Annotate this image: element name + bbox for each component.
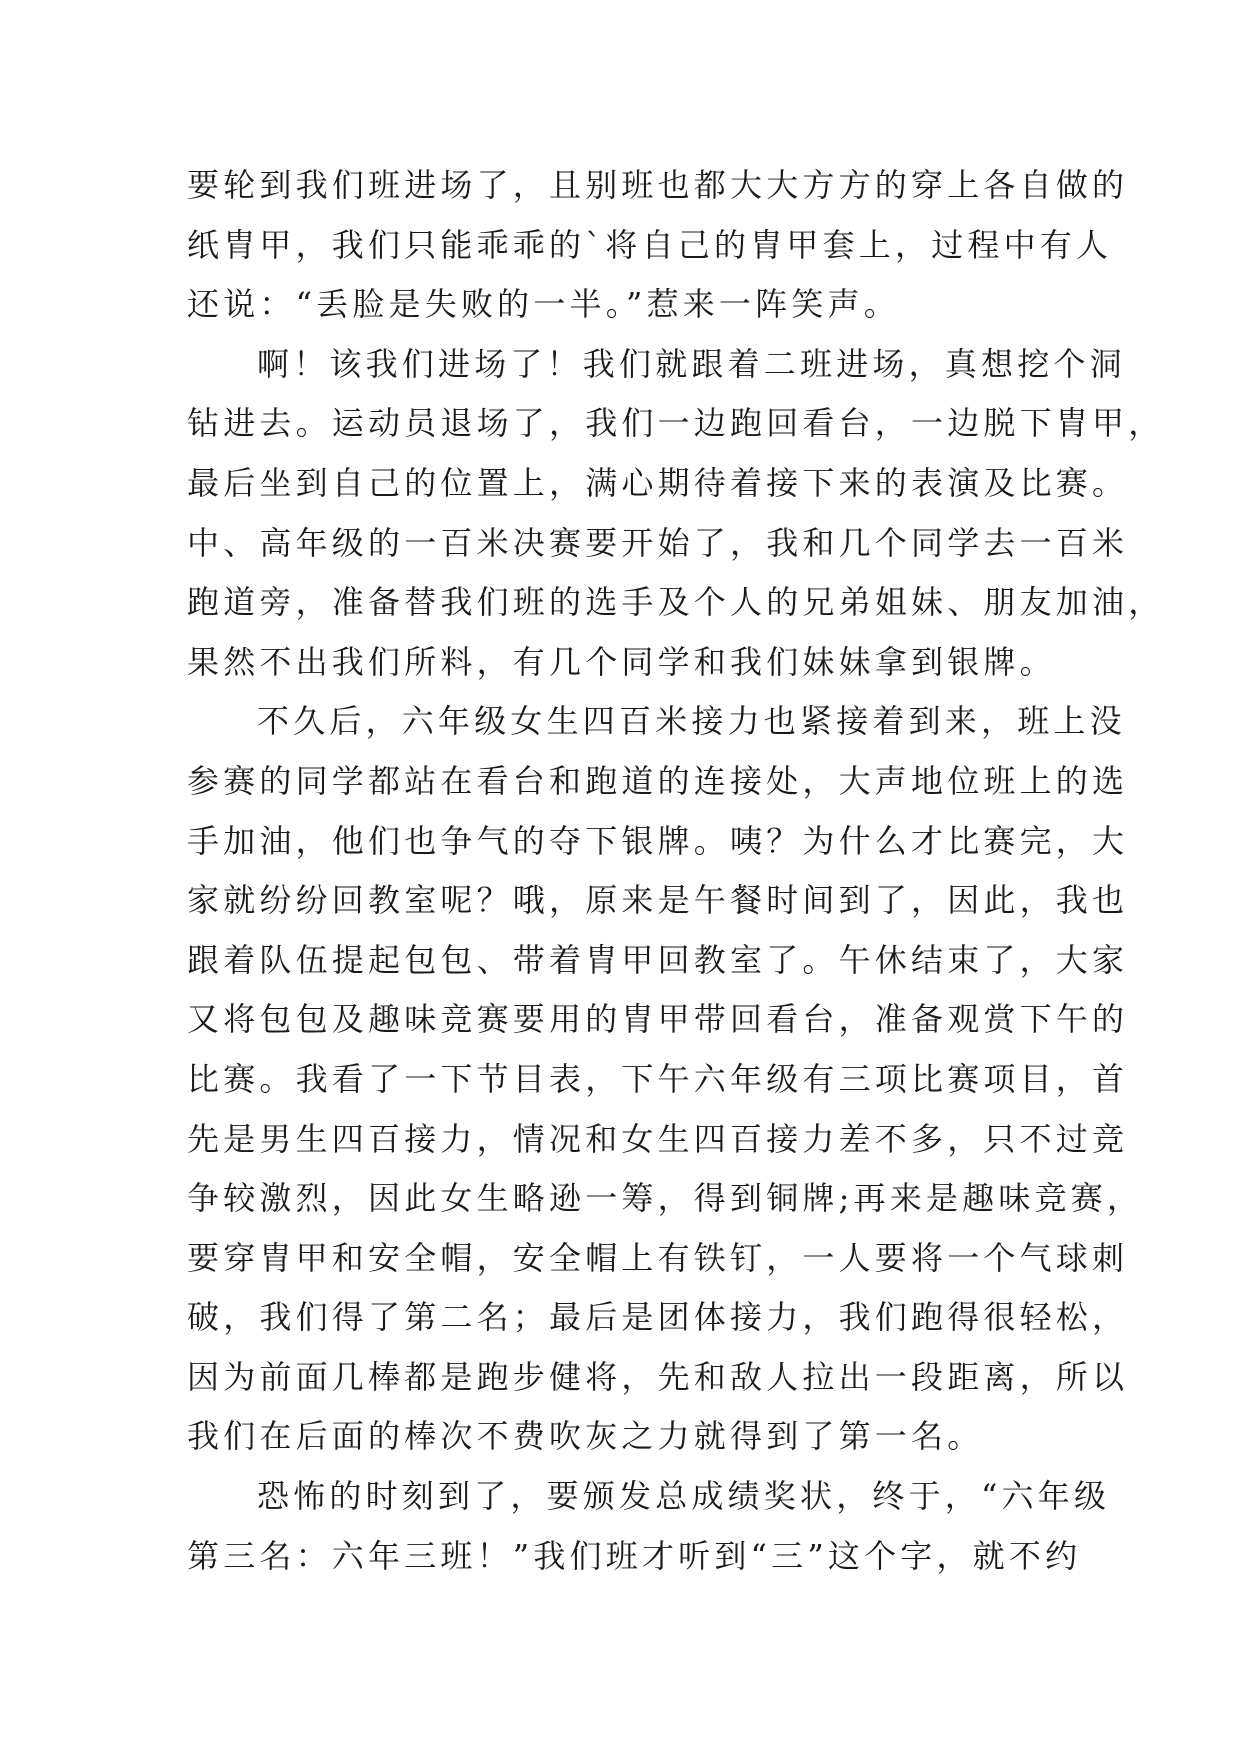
text-line: 果然不出我们所料，有几个同学和我们妹妹拿到银牌。 [187, 642, 1056, 681]
text-line: 家就纷纷回教室呢？哦，原来是午餐时间到了，因此，我也 [187, 881, 1129, 920]
text-line: 跑道旁，准备替我们班的选手及个人的兄弟姐妹、朋友加油， [187, 583, 1165, 622]
text-line: 中、高年级的一百米决赛要开始了，我和几个同学去一百米 [187, 523, 1129, 562]
text-line: 还说：“丢脸是失败的一半。”惹来一阵笑声。 [187, 285, 900, 324]
body-text [187, 156, 1165, 1586]
text-line: 比赛。我看了一下节目表，下午六年级有三项比赛项目，首 [187, 1059, 1129, 1098]
text-line: 破，我们得了第二名；最后是团体接力，我们跑得很轻松， [187, 1298, 1129, 1337]
text-line: 钻进去。运动员退场了，我们一边跑回看台，一边脱下胄甲， [187, 404, 1165, 443]
text-line: 参赛的同学都站在看台和跑道的连接处，大声地位班上的选 [187, 761, 1129, 800]
text-line: 我们在后面的棒次不费吹灰之力就得到了第一名。 [187, 1417, 984, 1456]
text-line: 最后坐到自己的位置上，满心期待着接下来的表演及比赛。 [187, 463, 1129, 502]
text-line: 第三名：六年三班！”我们班才听到“三”这个字，就不约 [187, 1536, 1082, 1575]
text-line: 不久后，六年级女生四百米接力也紧接着到来，班上没 [257, 702, 1126, 741]
text-line: 因为前面几棒都是跑步健将，先和敌人拉出一段距离，所以 [187, 1357, 1129, 1396]
text-line: 手加油，他们也争气的夺下银牌。咦？为什么才比赛完，大 [187, 821, 1129, 860]
text-line: 跟着队伍提起包包、带着胄甲回教室了。午休结束了，大家 [187, 940, 1129, 979]
text-line: 要穿胄甲和安全帽，安全帽上有铁钉，一人要将一个气球刺 [187, 1238, 1129, 1277]
text-line: 纸胄甲，我们只能乖乖的`将自己的胄甲套上，过程中有人 [187, 225, 1113, 264]
text-line: 啊！该我们进场了！我们就跟着二班进场，真想挖个洞 [257, 344, 1126, 383]
text-line: 又将包包及趣味竞赛要用的胄甲带回看台，准备观赏下午的 [187, 1000, 1129, 1039]
text-line: 恐怖的时刻到了，要颁发总成绩奖状，终于，“六年级 [257, 1477, 1111, 1516]
text-line: 要轮到我们班进场了，且别班也都大大方方的穿上各自做的 [187, 166, 1129, 204]
text-line: 先是男生四百接力，情况和女生四百接力差不多，只不过竞 [187, 1119, 1129, 1158]
text-line: 争较激烈，因此女生略逊一筹，得到铜牌;再来是趣味竞赛， [187, 1179, 1144, 1218]
